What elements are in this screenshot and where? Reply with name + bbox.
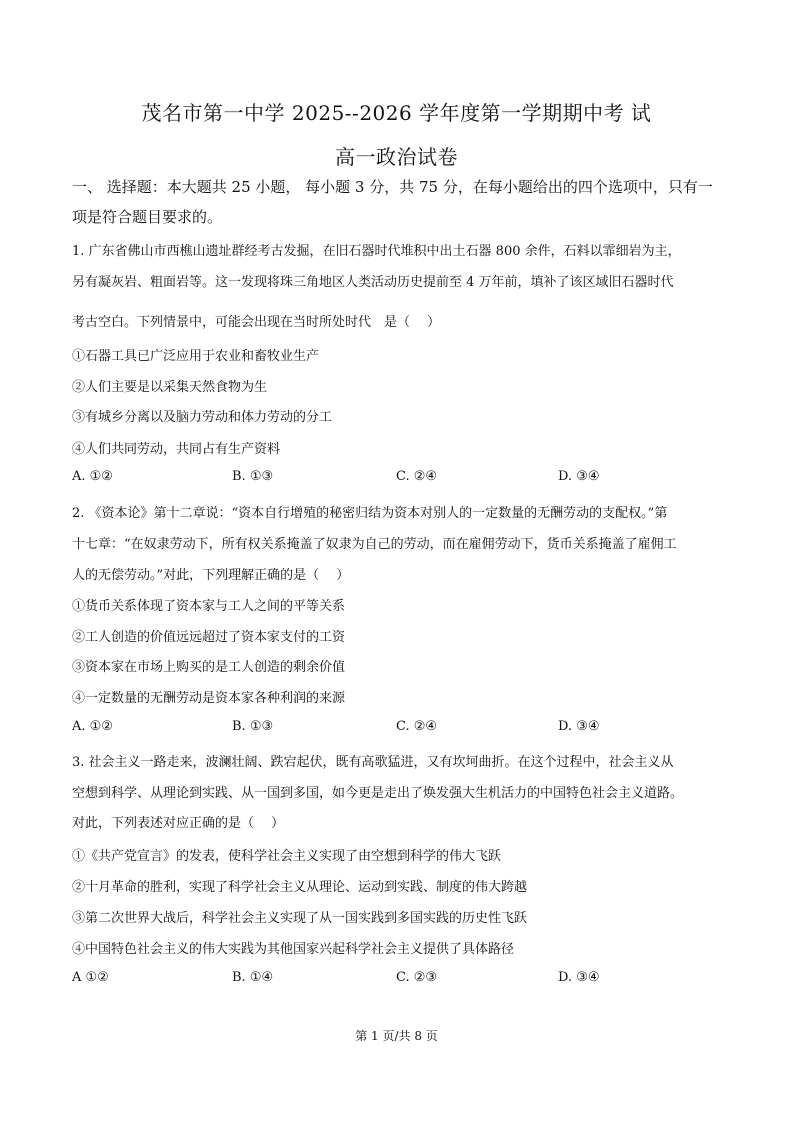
option-b[interactable]: B. ①④ bbox=[232, 970, 274, 985]
question-stem-line: 考古空白。下列情景中，可能会出现在当时所处时代 是（ ） bbox=[72, 315, 441, 330]
statement: ③有城乡分离以及脑力劳动和体力劳动的分工 bbox=[72, 410, 333, 425]
question-stem-line: 对此，下列表述对应正确的是（ ） bbox=[72, 816, 285, 831]
statement: ①《共产党宣言》的发表，使科学社会主义实现了由空想到科学的伟大飞跃 bbox=[72, 849, 502, 864]
section-heading: 一、 选择题：本大题共 25 小题， 每小题 3 分，共 75 分，在每小题给出的四个选项中，只有一项是符合题目要求的。 bbox=[72, 178, 713, 226]
question-stem-line: 2. 《资本论》第十二章说：“资本自行增殖的秘密归结为资本对别人的一定数量的无酬劳动的支配权。”第 bbox=[72, 506, 668, 521]
option-c[interactable]: C. ②④ bbox=[396, 719, 438, 734]
statement: ②人们主要是以采集天然食物为生 bbox=[72, 380, 268, 395]
statement: ④人们共同劳动，共同占有生产资料 bbox=[72, 442, 281, 457]
statement: ③第二次世界大战后，科学社会主义实现了从一国实践到多国实践的历史性飞跃 bbox=[72, 911, 528, 926]
statement: ②工人创造的价值远远超过了资本家支付的工资 bbox=[72, 630, 346, 645]
option-c[interactable]: C. ②④ bbox=[396, 469, 438, 484]
exam-title: 茂名市第一中学 2025--2026 学年度第一学期期中考 试 bbox=[141, 101, 652, 125]
option-d[interactable]: D. ③④ bbox=[558, 970, 600, 985]
question-stem-line: 3. 社会主义一路走来，波澜壮阔、跌宕起伏，既有高歌猛进，又有坎坷曲折。在这个过程中，社会主义从 bbox=[72, 755, 674, 770]
statement: ④中国特色社会主义的伟大实践为其他国家兴起科学社会主义提供了具体路径 bbox=[72, 942, 515, 957]
question-stem-line: 1. 广东省佛山市西樵山遗址群经考古发掘，在旧石器时代堆积中出土石器 800 余件，石料以霏细岩为主， bbox=[72, 244, 681, 259]
statement: ①货币关系体现了资本家与工人之间的平等关系 bbox=[72, 599, 346, 614]
option-a[interactable]: A ①② bbox=[72, 970, 109, 985]
option-b[interactable]: B. ①③ bbox=[232, 469, 274, 484]
question-stem-line: 空想到科学、从理论到实践、从一国到多国，如今更是走出了焕发强大生机活力的中国特色社会主义道路。 bbox=[72, 786, 684, 801]
option-d[interactable]: D. ③④ bbox=[558, 719, 600, 734]
question-stem-line: 人的无偿劳动。”对此，下列理解正确的是（ ） bbox=[72, 568, 350, 583]
answer-options bbox=[72, 970, 672, 988]
option-a[interactable]: A. ①② bbox=[72, 469, 113, 484]
page-number: 第 1 页/共 8 页 bbox=[355, 1029, 438, 1043]
exam-subtitle: 高一政治试卷 bbox=[335, 145, 458, 169]
answer-options bbox=[72, 719, 672, 737]
question-stem-line: 十七章：“在奴隶劳动下，所有权关系掩盖了奴隶为自己的劳动，而在雇佣劳动下，货币关系掩盖了雇佣工 bbox=[72, 537, 677, 552]
statement: ②十月革命的胜利，实现了科学社会主义从理论、运动到实践、制度的伟大跨越 bbox=[72, 880, 528, 895]
question-stem-line: 另有凝灰岩、粗面岩等。这一发现将珠三角地区人类活动历史提前至 4 万年前，填补了该区域旧石器时代 bbox=[72, 275, 674, 290]
answer-options bbox=[72, 469, 672, 487]
option-a[interactable]: A. ①② bbox=[72, 719, 113, 734]
statement: ④一定数量的无酬劳动是资本家各种利润的来源 bbox=[72, 691, 346, 706]
statement: ③资本家在市场上购买的是工人创造的剩余价值 bbox=[72, 660, 346, 675]
option-d[interactable]: D. ③④ bbox=[558, 469, 600, 484]
option-b[interactable]: B. ①③ bbox=[232, 719, 274, 734]
option-c[interactable]: C. ②③ bbox=[396, 970, 438, 985]
statement: ①石器工具已广泛应用于农业和畜牧业生产 bbox=[72, 349, 320, 364]
